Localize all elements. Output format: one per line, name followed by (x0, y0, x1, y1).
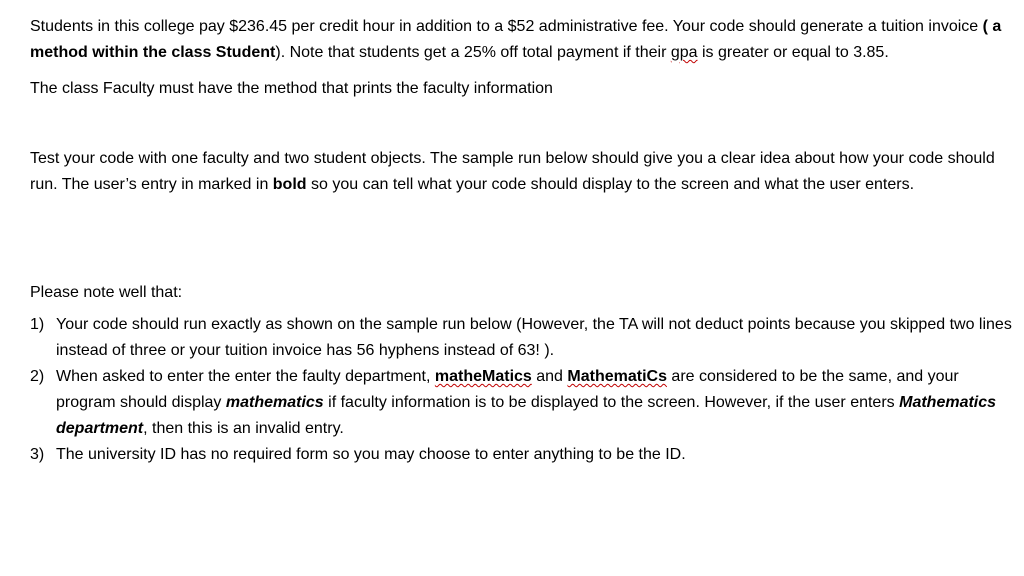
note-text: When asked to enter the enter the faulty department, (56, 368, 435, 385)
test-paragraph (30, 146, 1014, 198)
notes-list (30, 312, 1014, 468)
note-text: and (531, 368, 568, 385)
note-item-1 (30, 312, 1014, 364)
note-number: 3) (30, 446, 45, 463)
gpa-word: gpa (670, 44, 698, 61)
tuition-text-2: ). Note that students get a 25% off total payment if their (275, 44, 671, 61)
note-text: if faculty information is to be displayed to the screen. However, if the user enters (323, 394, 900, 411)
note-text: , then this is an invalid entry. (143, 420, 344, 437)
faculty-paragraph: The class Faculty must have the method that prints the faculty information (30, 80, 553, 97)
note-number: 1) (30, 316, 45, 333)
note-bold-italic-2: Mathematics department (56, 394, 997, 437)
note-text: are considered to be the same, and your program should display (56, 368, 959, 411)
note-word-mathematics-1: matheMatics (434, 368, 532, 385)
note-text: Your code should run exactly as shown on the sample run below (However, the TA will not deduct points because you skipped two lines instead of three or your tuition invoice has 56 hyphens instead of 63! ). (56, 316, 1012, 359)
note-heading: Please note well that: (30, 284, 183, 301)
note-word-mathematics-2: MathematiCs (567, 368, 667, 385)
note-number: 2) (30, 368, 45, 385)
tuition-paragraph (30, 14, 1014, 66)
note-bold-italic-1: mathematics (225, 394, 324, 411)
test-text-1: Test your code with one faculty and two student objects. The sample run below should give you a clear idea about how your code should run. The user’s entry in marked in (30, 150, 995, 193)
tuition-text-1: Students in this college pay $236.45 per credit hour in addition to a $52 administrative fee. Your code should generate a tuition invoice (30, 18, 983, 35)
note-text: The university ID has no required form so you may choose to enter anything to be the ID. (56, 446, 686, 463)
note-item-3 (30, 442, 1014, 468)
tuition-bold-method: ( a method within the class Student (30, 18, 1002, 61)
test-text-2: so you can tell what your code should display to the screen and what the user enters. (306, 176, 915, 193)
document-body (30, 14, 1014, 468)
tuition-text-3: is greater or equal to 3.85. (697, 44, 889, 61)
note-item-2 (30, 364, 1014, 442)
test-bold-word: bold (272, 176, 307, 193)
